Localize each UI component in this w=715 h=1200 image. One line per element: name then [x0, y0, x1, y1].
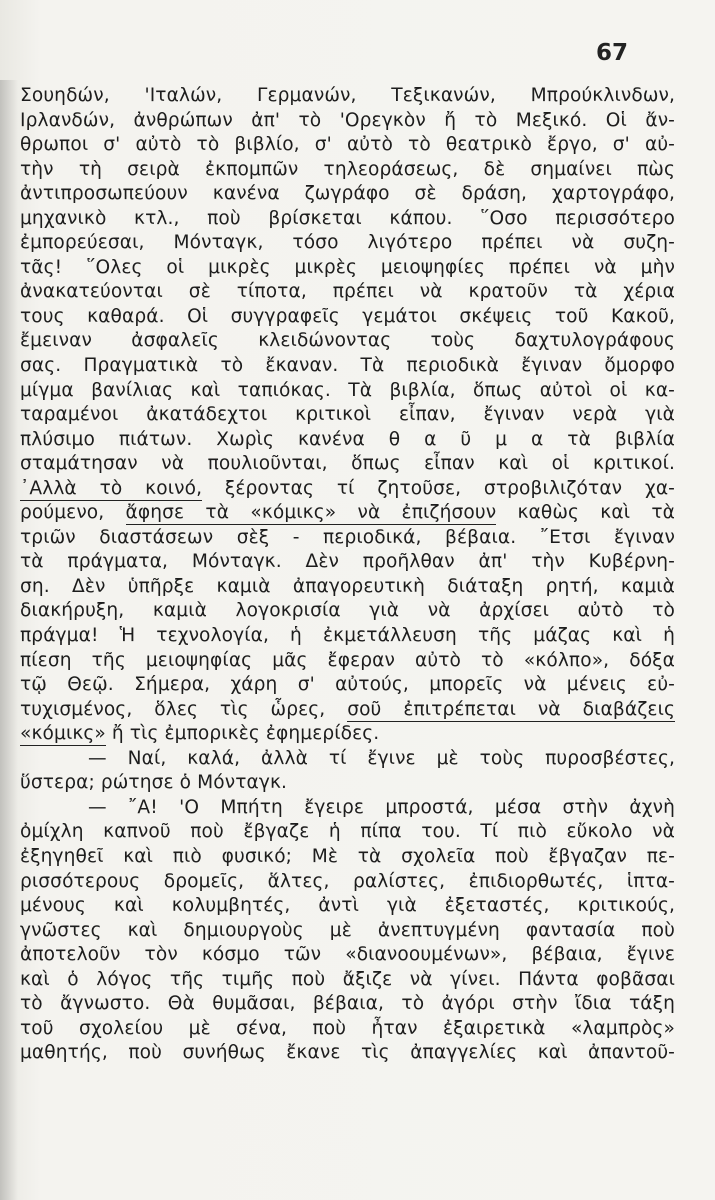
text-line	[20, 354, 675, 379]
text-span: καθὼς καὶ τὰ	[496, 502, 675, 524]
text-line	[20, 771, 675, 796]
text-span: τὰ πράγματα, Μόνταγκ. Δὲν προῆλθαν ἀπ' τὴν Κυβέρνη-	[20, 551, 675, 573]
text-line	[20, 550, 675, 575]
text-line	[20, 452, 675, 477]
text-line	[20, 280, 675, 305]
text-span: σας. Πραγματικὰ τὸ ἔκαναν. Τὰ περιοδικὰ ἔγιναν ὄμορφο	[20, 355, 675, 377]
text-span: ἐμπορεύεσαι, Μόνταγκ, τόσο λιγότερο πρέπει νὰ συζη-	[20, 232, 675, 254]
text-span: ἀποτελοῦν τὸν κόσμο τῶν «διανοουμένων», βέβαια, ἔγινε	[20, 944, 675, 966]
underlined-phrase: «κόμικς»	[20, 723, 106, 745]
text-line	[20, 329, 675, 354]
text-span: τῷ Θεῷ. Σήμερα, χάρη σ' αὐτούς, μπορεῖς νὰ μένεις εὐ-	[20, 674, 675, 696]
text-span: μηχανικὸ κτλ., ποὺ βρίσκεται κάπου. ῞Οσο περισσότερο	[20, 207, 675, 229]
text-span: πίεση τῆς μειοψηφίας μᾶς ἔφεραν αὐτὸ τὸ «κόλπο», δόξα	[20, 649, 675, 671]
text-span: — Ναί, καλά, ἀλλὰ τί ἔγινε μὲ τοὺς πυροσβέστες,	[88, 747, 675, 769]
text-span: ἔμειναν ἀσφαλεῖς κλειδώνοντας τοὺς δαχτυλογράφους	[20, 330, 675, 352]
text-span: ἀνακατεύονται σὲ τίποτα, πρέπει νὰ κρατοῦν τὰ χέρια	[20, 281, 675, 303]
text-span: θρωποι σ' αὐτὸ τὸ βιβλίο, σ' αὐτὸ τὸ θεατρικὸ ἔργο, σ' αὐ-	[20, 134, 675, 156]
text-span: Σουηδών, 'Ιταλών, Γερμανών, Τεξικανών, Μπρούκλινδων,	[20, 85, 675, 106]
text-span: ὕστερα; ρώτησε ὁ Μόνταγκ.	[20, 772, 288, 794]
text-line	[20, 158, 675, 183]
text-line	[20, 182, 675, 207]
text-line	[20, 379, 675, 404]
text-line	[20, 305, 675, 330]
text-line	[20, 1017, 675, 1042]
text-line	[20, 231, 675, 256]
text-line	[20, 109, 675, 134]
text-span: σταμάτησαν νὰ πουλιοῦνται, ὅπως εἶπαν καὶ οἱ κριτικοί.	[20, 453, 675, 475]
text-span: ἀντιπροσωπεύουν κανένα ζωγράφο σὲ δράση, χαρτογράφο,	[20, 183, 675, 205]
text-span: τοῦ σχολείου μὲ σένα, ποὺ ἦταν ἐξαιρετικὰ «λαμπρὸς»	[20, 1017, 675, 1039]
text-line	[20, 207, 675, 232]
text-line	[20, 84, 675, 109]
text-span: πράγμα! Ἡ τεχνολογία, ἡ ἐκμετάλλευση τῆς μάζας καὶ ἡ	[20, 625, 675, 647]
text-line	[20, 649, 675, 674]
text-span: μίγμα βανίλιας καὶ ταπιόκας. Τὰ βιβλία, ὅπως αὐτοὶ οἱ κα-	[20, 379, 675, 401]
text-line	[20, 870, 675, 895]
text-span: μαθητής, ποὺ συνήθως ἔκανε τὶς ἀπαγγελίες καὶ ἀπαντοῦ-	[20, 1042, 675, 1064]
text-line	[20, 698, 675, 723]
underlined-phrase: σοῦ ἐπιτρέπεται νὰ διαβάζεις	[347, 698, 675, 720]
text-span: ταραμένοι ἀκατάδεχτοι κριτικοὶ εἶπαν, ἔγιναν νερὰ γιὰ	[20, 404, 675, 426]
text-line	[20, 428, 675, 453]
text-line	[20, 403, 675, 428]
text-line	[20, 1041, 675, 1066]
text-span: γνῶστες καὶ δημιουργοὺς μὲ ἀνεπτυγμένη φαντασία ποὺ	[20, 919, 675, 941]
text-line	[20, 992, 675, 1017]
text-span: τυχισμένος, ὅλες τὶς ὧρες,	[20, 698, 348, 720]
text-line	[20, 673, 675, 698]
text-span: ὀμίχλη καπνοῦ ποὺ ἔβγαζε ἡ πίπα του. Τί πιὸ εὔκολο νὰ	[20, 821, 675, 843]
text-span: ρισσότερους δρομεῖς, ἅλτες, ραλίστες, ἐπιδιορθωτές, ἱπτα-	[20, 870, 675, 892]
page-number: 67	[596, 40, 629, 66]
text-span: τὴν τὴ σειρὰ ἐκπομπῶν τηλεοράσεως, δὲ σημαίνει πὼς	[20, 158, 675, 180]
text-line	[20, 256, 675, 281]
text-line	[20, 845, 675, 870]
text-span: καὶ ὁ λόγος τῆς τιμῆς ποὺ ἄξιζε νὰ γίνει. Πάντα φοβᾶσαι	[20, 968, 675, 990]
text-line	[20, 722, 675, 747]
text-span: τριῶν διαστάσεων σὲξ - περιοδικά, βέβαια. ῎Ετσι ἔγιναν	[20, 526, 675, 548]
text-line	[20, 501, 675, 526]
body-text	[20, 84, 675, 1066]
text-span: ση. Δὲν ὑπῆρξε καμιὰ ἀπαγορευτικὴ διάταξη ρητή, καμιὰ	[20, 575, 675, 597]
text-span: ἤ τὶς ἐμπορικὲς ἐφημερίδες.	[105, 723, 380, 745]
text-line	[20, 894, 675, 919]
text-span: μένους καὶ κολυμβητές, ἀντὶ γιὰ ἐξεταστές, κριτικούς,	[20, 895, 675, 917]
text-span: Ιρλανδών, ἀνθρώπων ἀπ' τὸ 'Ορεγκὸν ἤ τὸ Μεξικό. Οἱ ἄν-	[20, 109, 675, 131]
underlined-phrase: ἄφησε τὰ «κόμικς» νὰ ἐπιζήσουν	[125, 502, 497, 524]
text-line	[20, 133, 675, 158]
text-line	[20, 477, 675, 502]
text-span: τᾶς! ῞Ολες οἱ μικρὲς μικρὲς μειοψηφίες πρέπει νὰ μὴν	[20, 256, 675, 278]
text-line	[20, 747, 675, 772]
text-span: ρούμενο,	[20, 502, 126, 524]
text-line	[20, 968, 675, 993]
text-span: ξέροντας τί ζητοῦσε, στροβιλιζόταν χα-	[202, 477, 675, 499]
text-line	[20, 943, 675, 968]
text-line	[20, 796, 675, 821]
text-line	[20, 526, 675, 551]
text-span: — ῎Α! 'Ο Μπήτη ἔγειρε μπροστά, μέσα στὴν ἀχνὴ	[88, 796, 675, 818]
text-span: τους καθαρά. Οἱ συγγραφεῖς γεμάτοι σκέψεις τοῦ Κακοῦ,	[20, 305, 675, 327]
text-line	[20, 820, 675, 845]
text-span: τὸ ἄγνωστο. Θὰ θυμᾶσαι, βέβαια, τὸ ἀγόρι στὴν ἴδια τάξη	[20, 993, 675, 1015]
text-line	[20, 919, 675, 944]
text-line	[20, 624, 675, 649]
text-span: διακήρυξη, καμιὰ λογοκρισία γιὰ νὰ ἀρχίσει αὐτὸ τὸ	[20, 600, 675, 622]
binding-shadow	[0, 80, 18, 1200]
text-line	[20, 575, 675, 600]
underlined-phrase: ᾽Αλλὰ τὸ κοινό,	[20, 477, 203, 499]
text-span: ἐξηγηθεῖ καὶ πιὸ φυσικό; Μὲ τὰ σχολεῖα ποὺ ἔβγαζαν πε-	[20, 845, 675, 867]
text-line	[20, 599, 675, 624]
text-span: πλύσιμο πιάτων. Χωρὶς κανένα θ α ῦ μ α τὰ βιβλία	[20, 428, 675, 450]
